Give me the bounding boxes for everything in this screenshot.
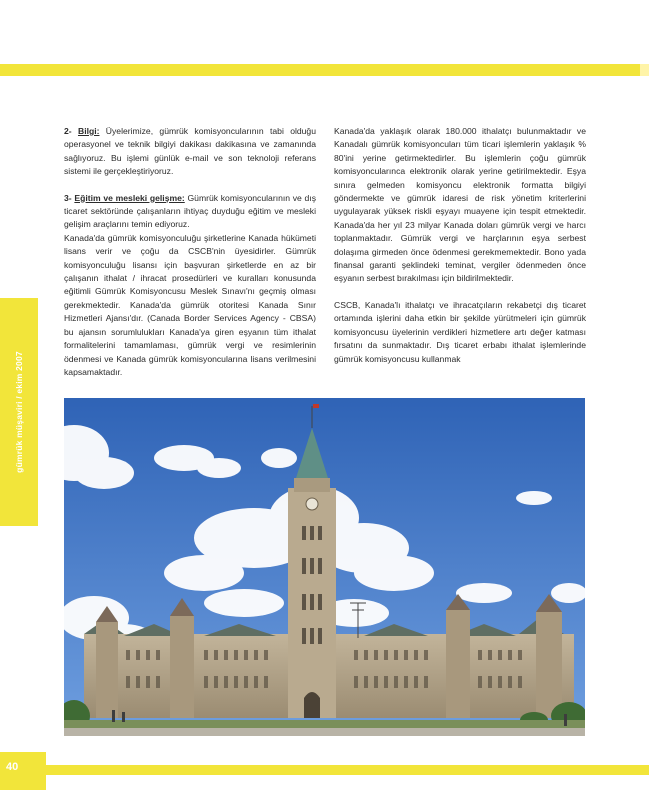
flag	[313, 404, 319, 408]
item-number: 3-	[64, 192, 75, 203]
paragraph-bilgi	[64, 125, 316, 179]
header-color-band	[0, 64, 649, 76]
paragraph-importers: Kanada'da yaklaşık olarak 180.000 ithalatçı bulunmaktadır ve Kanadalı gümrük komisyoncuları tüm ticari işlemlerin yaklaşık % 80'ini yerine getirmektedirler. Bu işlemlerin çoğu gümrük komisyoncularınca elektronik olarak yerine getirilmektedir. Eşya sınıra gelmeden komisyoncu elektronik formatta bilgiyi göndermekte ve gümrük idaresi de risk yönetim kriterlerini uygulayarak yüksek riskli eşyayı muayene için tespit etmektedir. Kanada'da her yıl 23 milyar Kanada doları gümrük vergi ve harcı toplanmaktadır. Gümrük vergi ve harçlarının eşya serbest dolaşıma girmeden önce ödenmesi gerekmemektedir. Bono yada finansal garanti şeklindeki teminat, vergiler ödenmeden önce eşyanın serbest bırakılması için bildirilmektedir.	[334, 126, 586, 284]
clock-face	[306, 498, 318, 510]
paragraph-cscb: CSCB, Kanada'lı ithalatçı ve ihracatçıların rekabetçi dış ticaret ortamında işlerini daha etkin bir şekilde yürütmeleri için gümrük komisyoncusu üyelerinin verdikleri hizmetlere artı değer katması fırsatını da sunmaktadır. Dış ticaret erbabı ithalat işlemlerinde gümrük komisyoncusu kullanmak	[334, 299, 586, 364]
page-number: 40	[6, 761, 19, 773]
heading-egitim: Eğitim ve mesleki gelişme:	[74, 192, 185, 203]
paragraph-egitim	[64, 192, 316, 232]
header-band-end	[640, 64, 649, 76]
egitim-text: Gümrük komisyoncularının ve dış ticaret sektöründe çalışanların ihtiyaç duyduğu eğitim ve mesleki gelişim araçlarını temin ediyoruz.	[64, 192, 317, 230]
heading-bilgi: Bilgi:	[77, 126, 100, 136]
magazine-issue-label: gümrük müşaviri / ekim 2007	[14, 351, 24, 473]
parliament-photo	[64, 398, 585, 736]
main-entrance	[304, 692, 320, 718]
footer-color-band	[0, 765, 649, 775]
walkway	[64, 728, 585, 736]
bilgi-text: Üyelerimize, gümrük komisyoncularının tabi olduğu operasyonel ve teknik bilgiyi dakikası dakikasına ve zamanında sağlıyoruz. Bu işlemi günlük e-mail ve son teknoloji referans sistemi ile gerçekleştiriyoruz.	[64, 126, 316, 177]
right-text-column	[334, 125, 586, 366]
paragraph-licensing: Kanada'da gümrük komisyonculuğu şirketlerine Kanada hükümeti lisans verir ve çoğu da CSCB'nin üyesidirler. Gümrük komisyonculuğu lisansı için başvuran şirketlerde en az bir çalışanın ithalat / ihracat prosedürleri ve kuralları konusunda eğitimli Gümrük Komisyoncusu Meslek Sınavı'nı geçmiş olması gerekmektedir. Kanada'da gümrük otoritesi Kanada Sınır Hizmetleri Ajansı'dır. (Canada Border Services Agency - CBSA) bu ajansın sorumlulukları Kanada'ya giren eşyanın tüm ithalat formalitelerini tamamlaması, gümrük vergi ve resimlerinin ödenmesi ve Kanada gümrük komisyoncularına lisans verilmesini kapsamaktadır.	[64, 232, 316, 377]
item-number: 2-	[64, 126, 78, 136]
left-text-column	[64, 125, 316, 379]
